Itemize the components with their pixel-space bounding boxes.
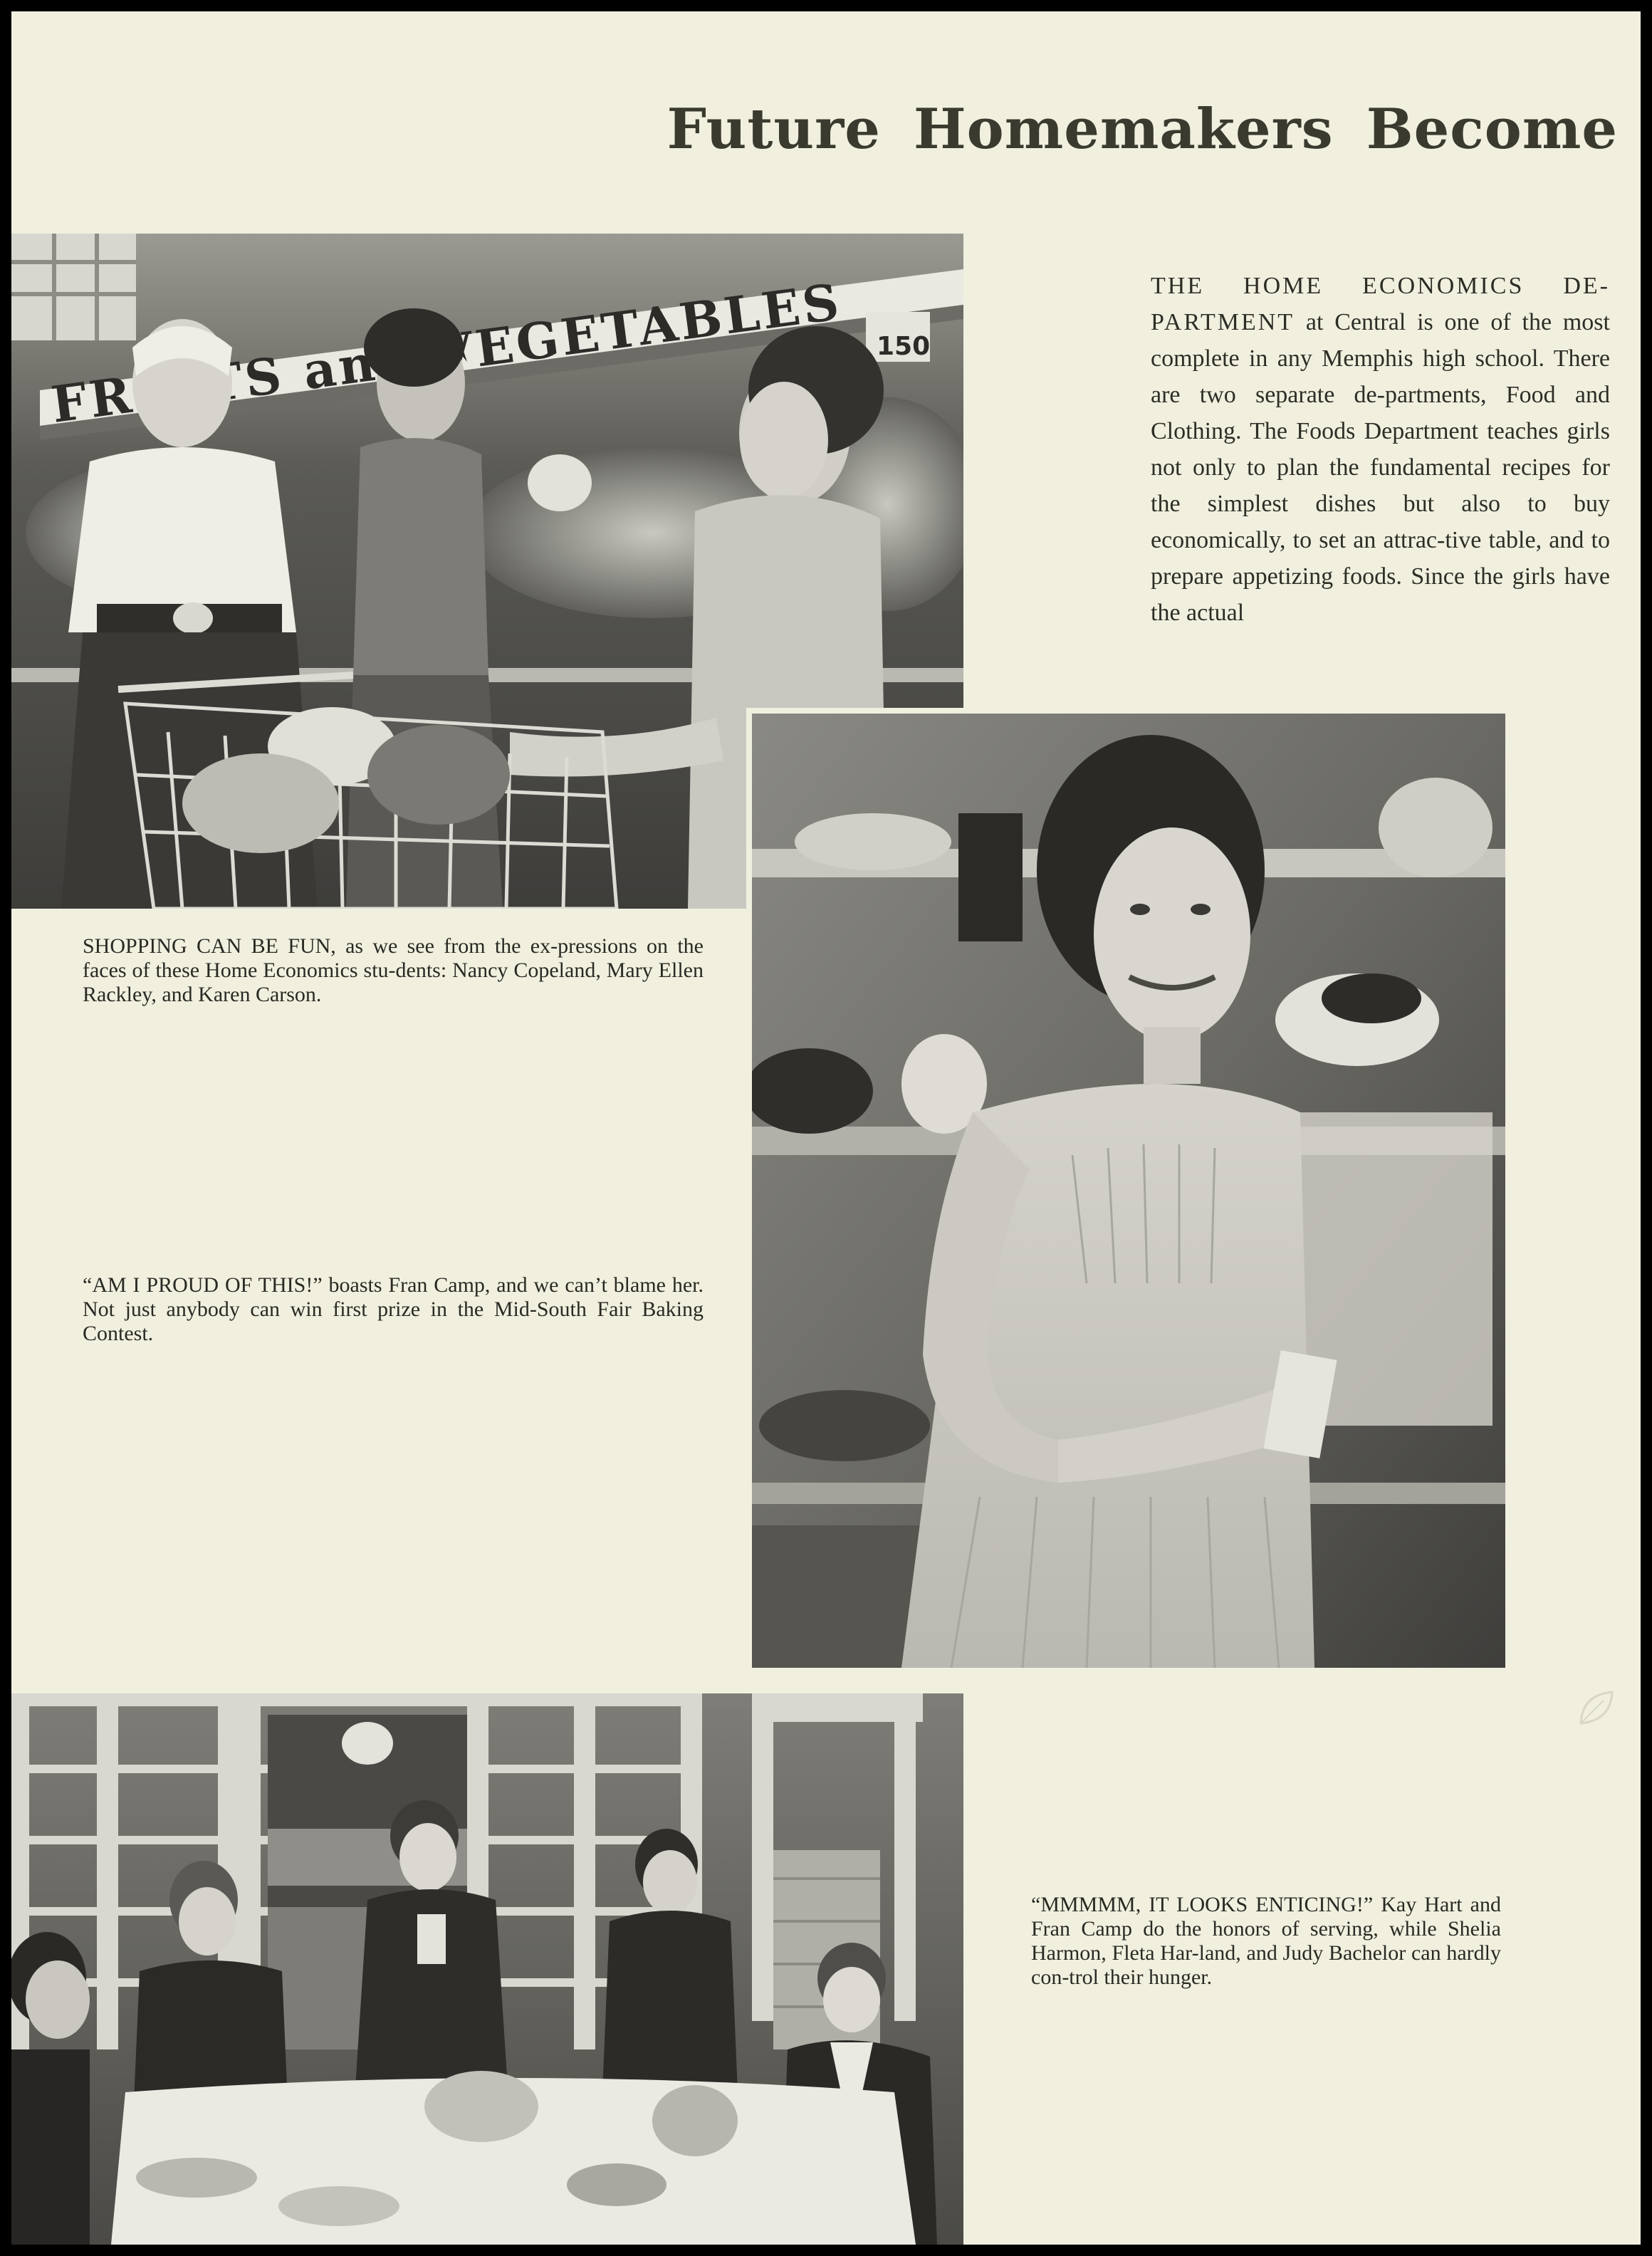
produce-sign-text: and VEGETABLES [300, 271, 845, 402]
article-body: at Central is one of the most complete in any Memphis high school. There are two separate de-partments, Food and Clothing. The Foods Department teaches girls not only to plan the fundamental recipes for the simplest dishes but also to buy economically, to set an attrac-tive table, and to prepare appetizing foods. Since the girls have the actual [1151, 309, 1610, 626]
caption-shopping-lead: SHOPPING CAN BE FUN, [83, 934, 336, 958]
caption-shopping [83, 934, 704, 1007]
flower-centerpiece [424, 2071, 538, 2142]
article-text [1151, 268, 1610, 631]
caption-serving-lead: “MMMMM, IT LOOKS ENTICING!” [1031, 1893, 1374, 1916]
photo-baking-image [752, 714, 1505, 1668]
article-lead: THE HOME ECONOMICS DE-PARTMENT [1151, 273, 1610, 335]
caption-serving [1031, 1893, 1501, 1990]
leaf-icon [1575, 1686, 1618, 1729]
page-title: Future Homemakers Become [666, 97, 1618, 162]
caption-baking-lead: “AM I PROUD OF THIS!” [83, 1273, 323, 1297]
student-figure [11, 1932, 90, 2245]
caption-serving-text: Kay Hart and Fran Camp do the honors of serving, while Shelia Harmon, Fleta Har-land, and Judy Bachelor can hardly con-trol their hunger. [1031, 1893, 1501, 1989]
caption-shopping-text: as we see from the ex-pressions on the faces of these Home Economics stu-dents: Nancy Copeland, Mary Ellen Rackley, and Karen Carson. [83, 934, 704, 1006]
caption-baking-text: boasts Fran Camp, and we can’t blame her. Not just anybody can win first prize in the Mid-South Fair Baking Contest. [83, 1273, 704, 1345]
photo-serving-image [11, 1693, 963, 2245]
cake-display [795, 813, 951, 870]
photo-baking-contest [746, 708, 1505, 1668]
store-windows [11, 234, 136, 340]
yearbook-page [11, 11, 1641, 2245]
caption-baking [83, 1273, 704, 1346]
price-tag: 150 [877, 332, 931, 361]
photo-serving [11, 1693, 963, 2245]
